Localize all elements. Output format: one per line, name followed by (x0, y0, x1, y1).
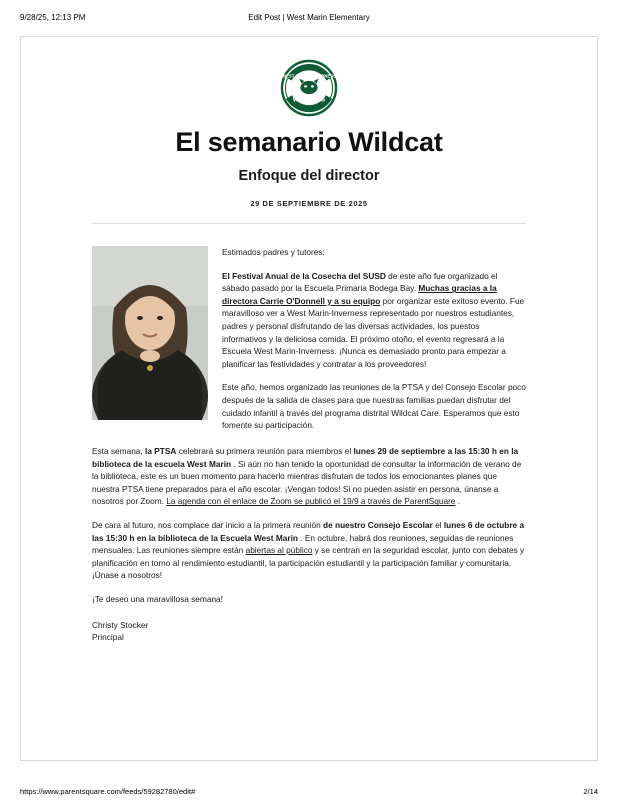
newsletter-body (92, 246, 526, 432)
paragraph-school-council: De cara al futuro, nos complace dar inicio a la primera reunión de nuestro Consejo Escolar el lunes 6 de octubre a las 15:30 h en la biblioteca de la Escuela West Marin . En octubre, habrá dos reuniones, seguidas de reuniones mensuales. Las reuniones siempre están abiertas al público y se centran en la seguridad escolar, junto con debates y planificación en torno al rendimiento estudiantil, la participación estudiantil y la participación familiar y comunitaria. ¡Únase a nosotros! (92, 519, 525, 581)
newsletter-title: El semanario Wildcat (175, 127, 443, 157)
footer-url: https://www.parentsquare.com/feeds/59282780/edit# (20, 787, 196, 796)
svg-text:WILDCATS: WILDCATS (292, 96, 326, 104)
paragraph-ptsa-wildcat-care: Este año, hemos organizado las reuniones de la PTSA y del Consejo Escolar poco después de la salida de clases para que nuestras familias puedan disfrutar del cuidado infantil a través del programa distrital Wildcat Care. Esperamos que esto fomente su participación. (222, 382, 526, 431)
newsletter-document (20, 36, 598, 761)
newsletter-text-column (222, 246, 526, 432)
header-divider (92, 223, 526, 224)
school-logo-icon (280, 59, 338, 117)
logo-container (21, 59, 597, 117)
print-document-title: Edit Post | West Marin Elementary (248, 13, 370, 22)
paragraph-closing: ¡Te deseo una maravillosa semana! (92, 594, 223, 605)
signature-block (92, 619, 526, 644)
print-date: 9/28/25, 12:13 PM (20, 13, 86, 22)
paragraph-harvest-festival: El Festival Anual de la Cosecha del SUSD de este año fue organizado el sábado pasado por la Escuela Primaria Bodega Bay. Muchas gracias a la directora Carrie O'Donnell y a su equipo por organizar este exitoso evento. Fue maravilloso ver a West Marin-Inverness representado por nuestros estudiantes, padres y personal disfrutando de las diversas actividades, los puestos informativos y la deliciosa comida. El próximo otoño, el evento regresará a la Escuela West Marin-Inverness. ¡Nunca es demasiado pronto para empezar a planificar las festividades y contratar a los proveedores! (222, 270, 525, 369)
greeting-line: Estimados padres y tutores: (222, 247, 325, 257)
newsletter-subtitle: Enfoque del director (238, 168, 380, 184)
signature-name: Christy Stocker (92, 619, 149, 630)
newsletter-text-full-width (92, 445, 526, 644)
footer-page-number: 2/14 (583, 787, 598, 796)
principal-portrait (92, 246, 208, 420)
newsletter-date: 29 DE SEPTIEMBRE DE 2025 (250, 199, 368, 208)
svg-text:WEST MARIN-INVERNESS: WEST MARIN-INVERNESS (282, 73, 336, 79)
paragraph-ptsa-first-meeting: Esta semana, la PTSA celebrará su primera reunión para miembros el lunes 29 de septiembre a las 15:30 h en la biblioteca de la escuela West Marin . Si aún no han tenido la oportunidad de consultar la información de verano de la biblioteca, este es un buen momento para hacerlo mientras disfrutan de todos los emocionantes planes que nuestra PTSA tiene preparados para el año escolar. ¡Vengan todos! Si no pueden asistir en persona, únanse a nosotros por Zoom. La agenda con el enlace de Zoom se publicó el 19/9 a través de ParentSquare . (92, 445, 522, 507)
signature-title: Principal (92, 632, 124, 643)
